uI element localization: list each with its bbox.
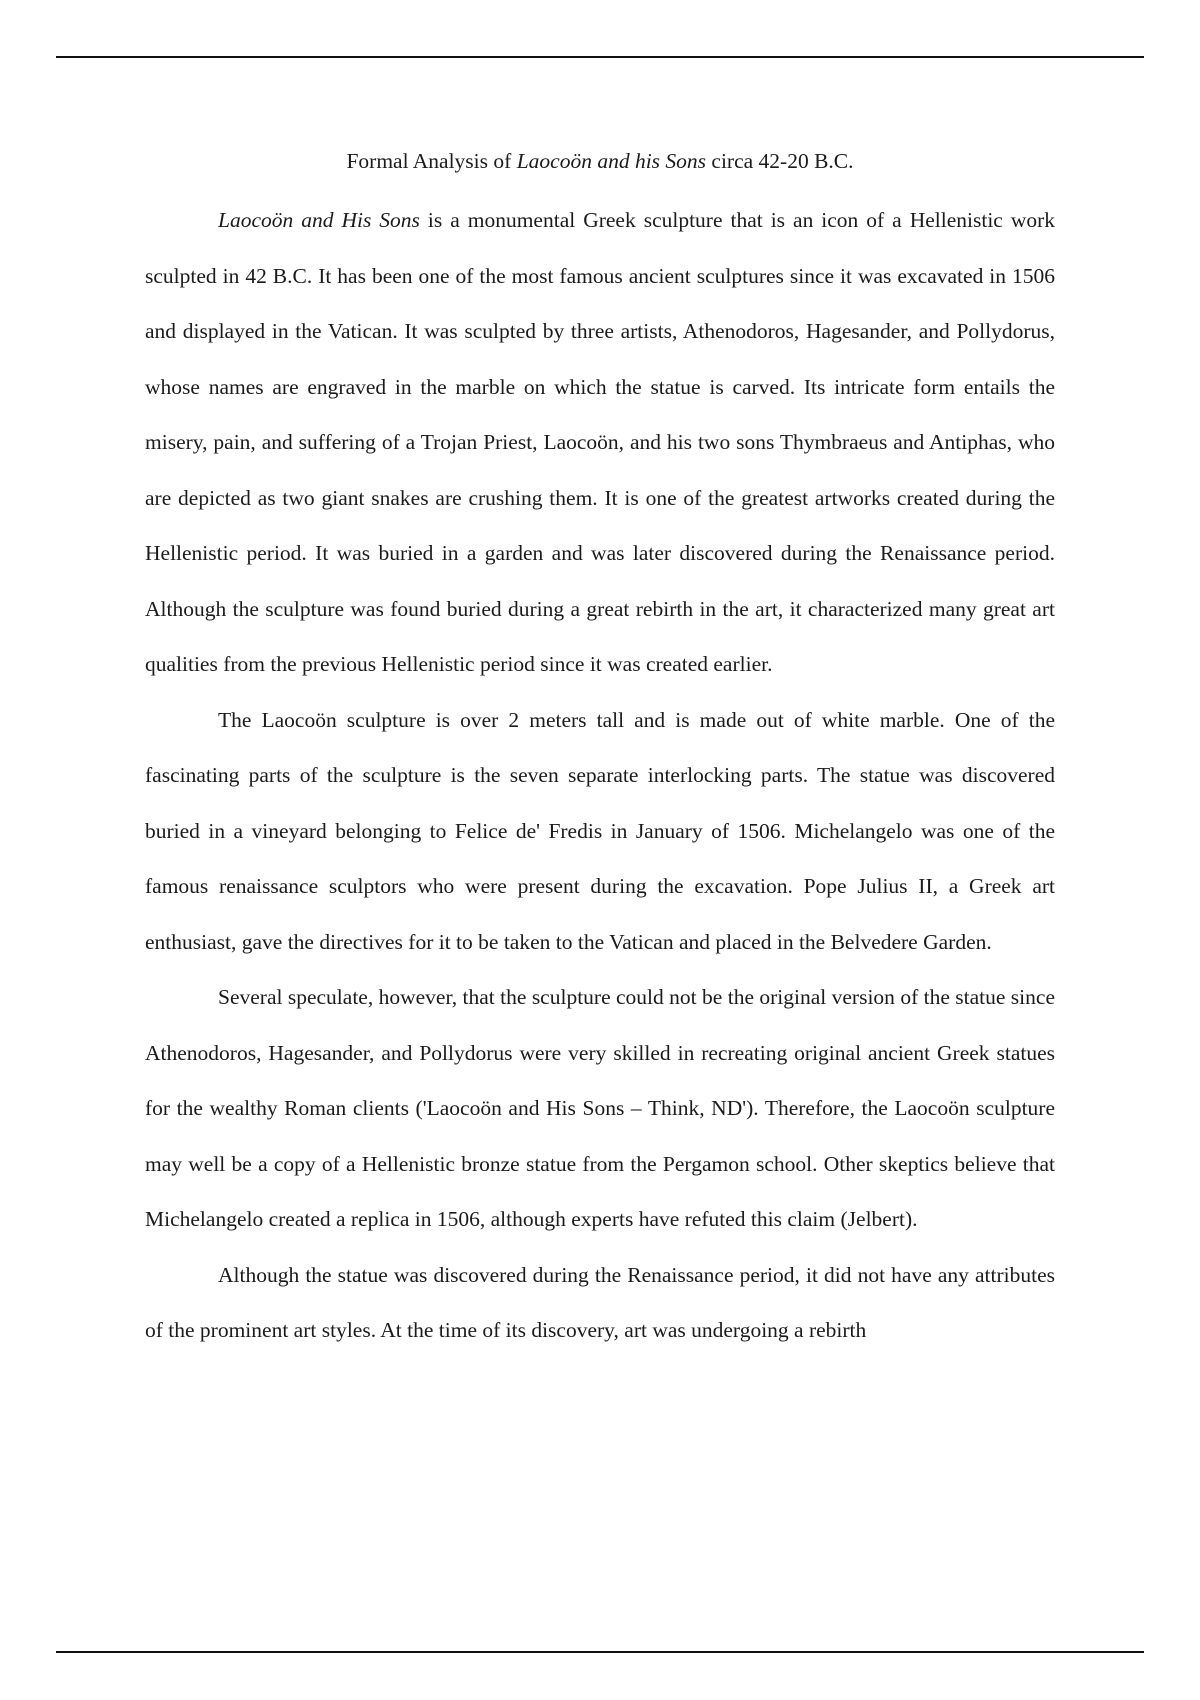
paragraph-1-italic-lead: Laocoön and His Sons [218, 208, 420, 232]
title-suffix: circa 42-20 B.C. [706, 149, 854, 173]
document-body [145, 143, 1055, 1359]
paragraph-1 [145, 193, 1055, 693]
document-title [145, 143, 1055, 179]
paragraph-3-text: Several speculate, however, that the sculpture could not be the original version of the statue since Athenodoros, Hagesander, and Pollydorus were very skilled in recreating original ancient Greek statues for the wealthy Roman clients ('Laocoön and His Sons – Think, ND'). Therefore, the Laocoön sculpture may well be a copy of a Hellenistic bronze statue from the Pergamon school. Other skeptics believe that Michelangelo created a replica in 1506, although experts have refuted this claim (Jelbert). [145, 985, 1055, 1231]
paragraph-2-text: The Laocoön sculpture is over 2 meters tall and is made out of white marble. One of the fascinating parts of the sculpture is the seven separate interlocking parts. The statue was discovered buried in a vineyard belonging to Felice de' Fredis in January of 1506. Michelangelo was one of the famous renaissance sculptors who were present during the excavation. Pope Julius II, a Greek art enthusiast, gave the directives for it to be taken to the Vatican and placed in the Belvedere Garden. [145, 707, 1055, 954]
title-artwork-name: Laocoön and his Sons [516, 149, 707, 173]
footer-rule [56, 1651, 1144, 1653]
paragraph-3 [145, 970, 1055, 1248]
paragraph-4 [145, 1248, 1055, 1359]
header-rule [56, 56, 1144, 58]
paragraph-4-text: Although the statue was discovered during the Renaissance period, it did not have any attributes of the prominent art styles. At the time of its discovery, art was undergoing a rebirth [145, 1262, 1055, 1342]
paragraph-1-text: is a monumental Greek sculpture that is an icon of a Hellenistic work sculpted in 42 B.C. It has been one of the most famous ancient sculptures since it was excavated in 1506 and displayed in the Vatican. It was sculpted by three artists, Athenodoros, Hagesander, and Pollydorus, whose names are engraved in the marble on which the statue is carved. Its intricate form entails the misery, pain, and suffering of a Trojan Priest, Laocoön, and his two sons Thymbraeus and Antiphas, who are depicted as two giant snakes are crushing them. It is one of the greatest artworks created during the Hellenistic period. It was buried in a garden and was later discovered during the Renaissance period. Although the sculpture was found buried during a great rebirth in the art, it characterized many great art qualities from the previous Hellenistic period since it was created earlier. [145, 208, 1056, 676]
title-prefix: Formal Analysis of [346, 149, 517, 173]
paragraph-2 [145, 693, 1055, 971]
